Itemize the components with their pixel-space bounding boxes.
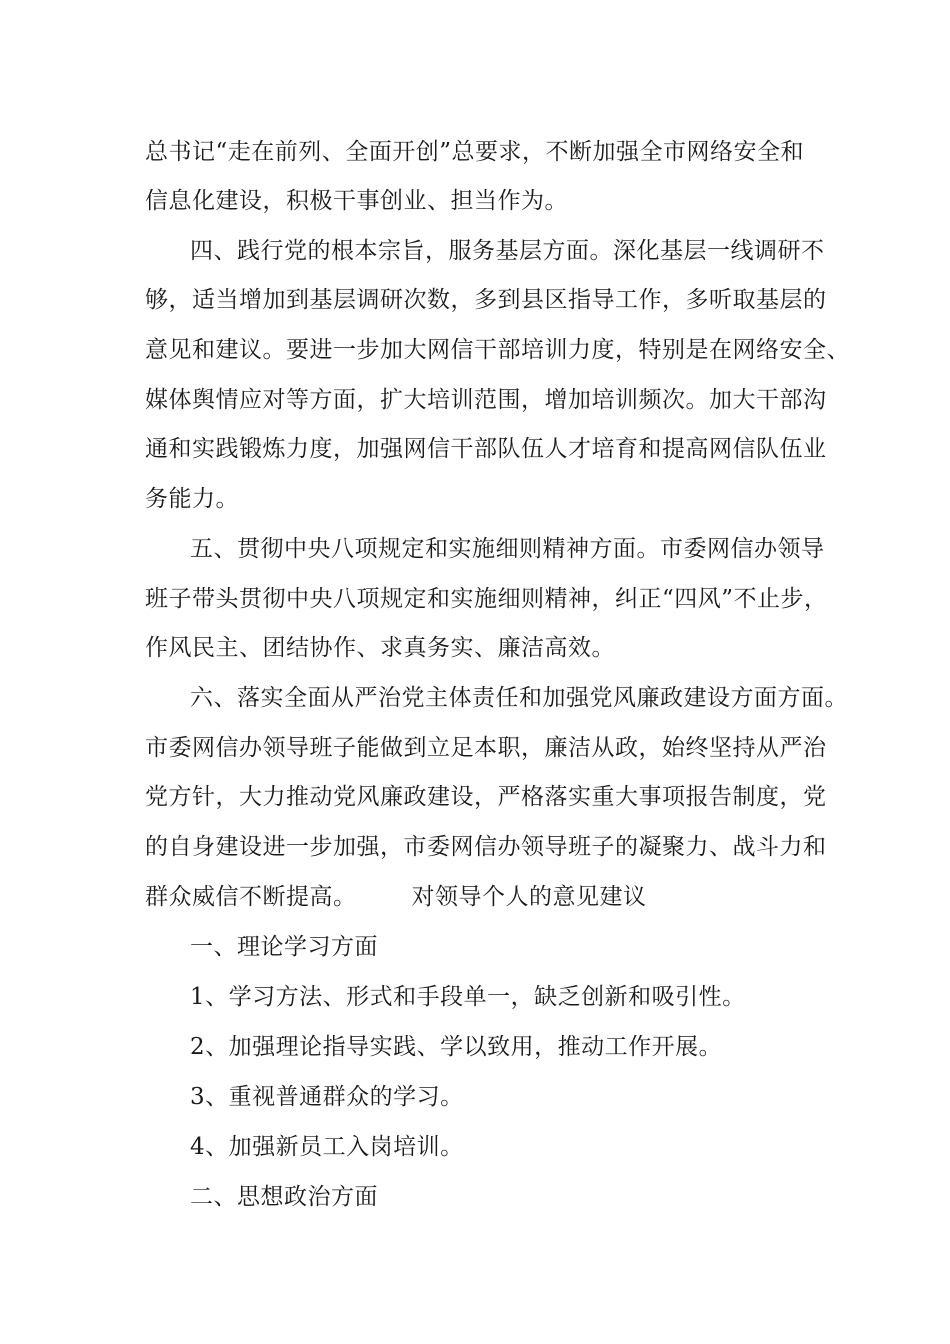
ideology-politics-heading: 二、思想政治方面 — [190, 1184, 378, 1210]
list-item: 1、学习方法、形式和手段单一，缺乏创新和吸引性。 — [190, 984, 746, 1010]
list-item: 3、重视普通群众的学习。 — [190, 1084, 464, 1110]
paragraph-line: 市委网信办领导班子能做到立足本职，廉洁从政，始终坚持从严治 — [145, 735, 827, 761]
section-five-heading-line: 五、贯彻中央八项规定和实施细则精神方面。市委网信办领导 — [190, 536, 825, 562]
paragraph-line: 班子带头贯彻中央八项规定和实施细则精神，纠正“四风”不止步， — [145, 586, 828, 612]
section-four-heading-line: 四、践行党的根本宗旨，服务基层方面。深化基层一线调研不 — [190, 238, 825, 264]
paragraph-line — [145, 882, 647, 912]
paragraph-line: 务能力。 — [145, 486, 239, 512]
paragraph-line: 媒体舆情应对等方面，扩大培训范围，增加培训频次。加大干部沟 — [145, 387, 827, 413]
paragraph-line: 意见和建议。要进一步加大网信干部培训力度，特别是在网络安全、 — [145, 337, 850, 363]
personal-suggestions-heading: 对领导个人的意见建议 — [411, 884, 647, 910]
paragraph-line: 的自身建设进一步加强，市委网信办领导班子的凝聚力、战斗力和 — [145, 834, 827, 860]
section-six-heading-line: 六、落实全面从严治党主体责任和加强党风廉政建设方面方面。 — [190, 685, 848, 711]
list-item: 2、加强理论指导实践、学以致用，推动工作开展。 — [190, 1034, 723, 1060]
paragraph-line: 够，适当增加到基层调研次数，多到县区指导工作，多听取基层的 — [145, 287, 827, 313]
paragraph-end-text: 群众威信不断提高。 — [145, 884, 357, 910]
paragraph-line: 通和实践锻炼力度，加强网信干部队伍人才培育和提高网信队伍业 — [145, 436, 827, 462]
theory-study-heading: 一、理论学习方面 — [190, 934, 378, 960]
paragraph-line: 党方针，大力推动党风廉政建设，严格落实重大事项报告制度，党 — [145, 784, 827, 810]
list-item: 4、加强新员工入岗培训。 — [190, 1134, 464, 1160]
paragraph-line: 信息化建设，积极干事创业、担当作为。 — [145, 188, 568, 214]
paragraph-line: 总书记“走在前列、全面开创”总要求，不断加强全市网络安全和 — [145, 139, 805, 165]
paragraph-line: 作风民主、团结协作、求真务实、廉洁高效。 — [145, 635, 615, 661]
